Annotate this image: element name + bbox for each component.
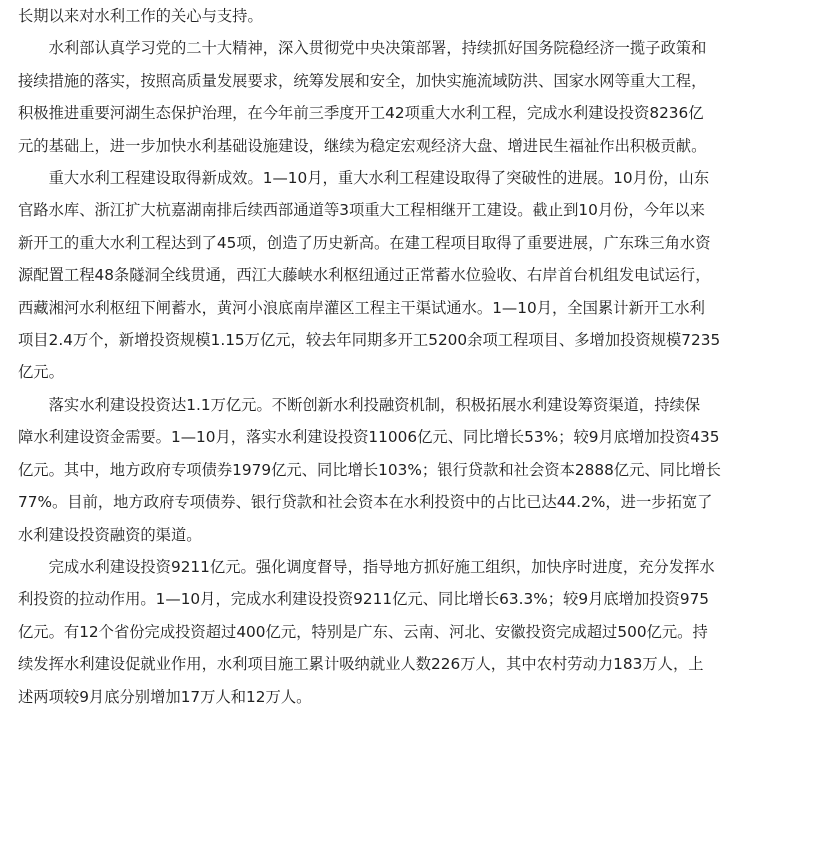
paragraph-line: 官路水库、浙江扩大杭嘉湖南排后续西部通道等3项重大工程相继开工建设。截止到10月份，今年以来 bbox=[18, 201, 705, 220]
paragraph-line: 障水利建设资金需要。1—10月，落实水利建设投资11006亿元、同比增长53%；较9月底增加投资435 bbox=[18, 428, 720, 447]
paragraph-line: 水利部认真学习党的二十大精神，深入贯彻党中央决策部署，持续抓好国务院稳经济一揽子政策和 bbox=[48, 39, 707, 58]
paragraph-major-projects bbox=[18, 162, 808, 389]
paragraph-line: 重大水利工程建设取得新成效。1—10月，重大水利工程建设取得了突破性的进展。10月份，山东 bbox=[48, 169, 710, 188]
paragraph-line: 元的基础上，进一步加快水利基础设施建设，继续为稳定宏观经济大盘、增进民生福祉作出积极贡献。 bbox=[18, 136, 707, 155]
paragraph-line: 项目2.4万个，新增投资规模1.15万亿元，较去年同期多开工5200余项工程项目、多增加投资规模7235 bbox=[18, 331, 721, 350]
paragraph-line: 新开工的重大水利工程达到了45项，创造了历史新高。在建工程项目取得了重要进展，广东珠三角水资 bbox=[18, 233, 711, 252]
paragraph-line: 续发挥水利建设促就业作用，水利项目施工累计吸纳就业人数226万人，其中农村劳动力183万人，上 bbox=[18, 655, 704, 674]
paragraph-line: 述两项较9月底分别增加17万人和12万人。 bbox=[18, 687, 312, 706]
paragraph-line: 亿元。 bbox=[18, 363, 64, 382]
paragraph-line: 亿元。有12个省份完成投资超过400亿元，特别是广东、云南、河北、安徽投资完成超过500亿元。持 bbox=[18, 622, 708, 641]
paragraph-line: 积极推进重要河湖生态保护治理，在今年前三季度开工42项重大水利工程，完成水利建设投资8236亿 bbox=[18, 104, 704, 123]
paragraph-line: 源配置工程48条隧洞全线贯通，西江大藤峡水利枢纽通过正常蓄水位验收、右岸首台机组发电试运行， bbox=[18, 266, 711, 285]
paragraph-investment-funding bbox=[18, 389, 808, 551]
paragraph-line: 77%。目前，地方政府专项债券、银行贷款和社会资本在水利投资中的占比已达44.2%，进一步拓宽了 bbox=[18, 493, 713, 512]
paragraph-line: 落实水利建设投资达1.1万亿元。不断创新水利投融资机制，积极拓展水利建设筹资渠道，持续保 bbox=[48, 395, 701, 414]
lead-fragment-line: 长期以来对水利工作的关心与支持。 bbox=[18, 7, 263, 25]
paragraph-investment-completed bbox=[18, 551, 808, 713]
paragraph-line: 亿元。其中，地方政府专项债券1979亿元、同比增长103%；银行贷款和社会资本2888亿元、同比增长 bbox=[18, 460, 721, 479]
paragraph-line: 西藏湘河水利枢纽下闸蓄水，黄河小浪底南岸灌区工程主干渠试通水。1—10月，全国累计新开工水利 bbox=[18, 298, 705, 317]
paragraph-line: 完成水利建设投资9211亿元。强化调度督导，指导地方抓好施工组织，加快序时进度，充分发挥水 bbox=[48, 557, 715, 576]
paragraph-line: 利投资的拉动作用。1—10月，完成水利建设投资9211亿元、同比增长63.3%；较9月底增加投资975 bbox=[18, 590, 710, 609]
paragraph-line: 水利建设投资融资的渠道。 bbox=[18, 525, 202, 544]
paragraph-line: 接续措施的落实，按照高质量发展要求，统筹发展和安全，加快实施流域防洪、国家水网等重大工程， bbox=[18, 71, 707, 90]
paragraph-policy-implementation bbox=[18, 32, 808, 162]
